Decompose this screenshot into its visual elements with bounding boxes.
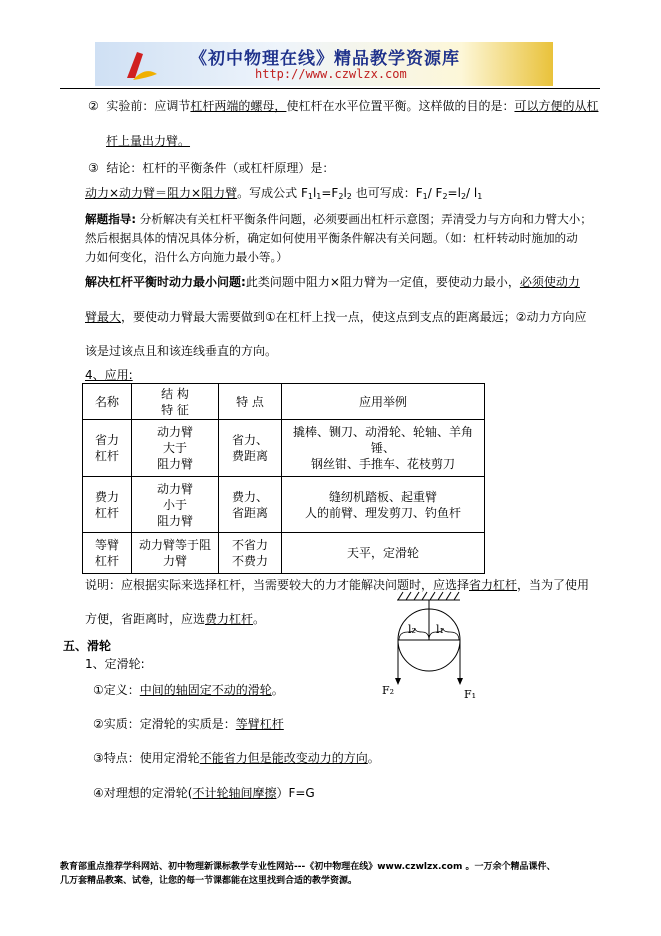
footer-line-2: 几万套精品教案、试卷，让您的每一节课都能在这里找到合适的教学资源。: [60, 876, 358, 886]
pulley-ideal: ④对理想的定滑轮(不计轮轴间摩擦）F=G: [93, 786, 315, 800]
table-header: 名称: [83, 384, 132, 420]
table-cell: 天平，定滑轮: [282, 533, 485, 574]
step-3: ③ 结论：杠杆的平衡条件（或杠杆原理）是：: [88, 161, 335, 175]
table-cell: 省力、 费距离: [219, 420, 282, 477]
table-cell: 等臂 杠杆: [83, 533, 132, 574]
lever-table: [82, 383, 485, 574]
table-header: 特 点: [219, 384, 282, 420]
table-cell: 费力、 省距离: [219, 477, 282, 533]
minforce-line-1: 解决杠杆平衡时动力最小问题:此类问题中阻力×阻力臂为一定值，要使动力最小，必须使动力: [85, 275, 580, 289]
pulley-feature: ③特点：使用定滑轮不能省力但是能改变动力的方向。: [93, 751, 380, 765]
formula: 动力×动力臂＝阻力×阻力臂。写成公式 $F_1l_1=F_2l_2$ 也可写成：$F_1/$ $F_2=l_2/$ $l_1$: [85, 186, 483, 201]
table-header: 应用举例: [282, 384, 485, 420]
header-divider: [60, 88, 600, 89]
logo-icon: [123, 48, 159, 82]
note-line-2: 方便，省距离时，应选费力杠杆。: [85, 612, 266, 626]
label-f1: F₁: [464, 688, 477, 701]
label-f2: F₂: [382, 684, 395, 697]
pulley-definition: ①定义：中间的轴固定不动的滑轮。: [93, 683, 284, 697]
minforce-line-3: 该是过该点且和该连线垂直的方向。: [85, 344, 278, 358]
table-header: 结 构 特 征: [132, 384, 219, 420]
banner-title: 《初中物理在线》精品教学资源库: [190, 49, 460, 69]
pulley-essence: ②实质：定滑轮的实质是：等臂杠杆: [93, 717, 284, 731]
step-2: ② 实验前：应调节杠杆两端的螺母，使杠杆在水平位置平衡。这样做的目的是：可以方便的从杠: [88, 99, 599, 113]
minforce-line-2: 臂最大，要使动力臂最大需要做到①在杠杆上找一点，使这点到支点的距离最远；②动力方向应: [85, 310, 587, 324]
pulley-diagram: [370, 590, 480, 702]
table-cell: 动力臂等于阻 力臂: [132, 533, 219, 574]
step-2-cont: 杆上量出力臂。: [106, 134, 191, 148]
table-header-row: [83, 384, 485, 420]
header-banner: [95, 42, 553, 86]
banner-url: http://www.czwlzx.com: [255, 67, 407, 81]
guide-line-2: 然后根据具体的情况具体分析，确定如何使用平衡条件解决有关问题。（如：杠杆转动时施加的动: [85, 231, 578, 245]
footer-line-1: 教育部重点推荐学科网站、初中物理新课标教学专业性网站---《初中物理在线》www.czwlzx.com 。一万余个精品课件、: [60, 862, 556, 872]
footer: [60, 860, 555, 888]
fixed-pulley-title: 1、定滑轮:: [85, 657, 145, 671]
table-cell: 撬棒、铡刀、动滑轮、轮轴、羊角锤、 钢丝钳、手推车、花枝剪刀: [282, 420, 485, 477]
guide-line-3: 力如何变化，沿什么方向施力最小等。）: [85, 250, 288, 264]
table-cell: 不省力 不费力: [219, 533, 282, 574]
note-line-1: 说明：应根据实际来选择杠杆，当需要较大的力才能解决问题时，应选择省力杠杆，当为了使用: [85, 578, 590, 592]
table-row: [83, 420, 485, 477]
label-l2: l₂: [408, 623, 416, 636]
table-cell: 费力 杠杆: [83, 477, 132, 533]
table-cell: 省力 杠杆: [83, 420, 132, 477]
table-cell: 缝纫机踏板、起重臂 人的前臂、理发剪刀、钓鱼杆: [282, 477, 485, 533]
application-title: 4、应用:: [85, 368, 133, 382]
table-row: [83, 477, 485, 533]
table-row: [83, 533, 485, 574]
label-l1: l₁: [436, 623, 444, 636]
section-5-title: 五、滑轮: [63, 639, 112, 653]
table-cell: 动力臂 大于 阻力臂: [132, 420, 219, 477]
table-cell: 动力臂 小于 阻力臂: [132, 477, 219, 533]
guide-line-1: 解题指导: 分析解决有关杠杆平衡条件问题，必须要画出杠杆示意图；弄清受力与方向和力臂大小；: [85, 212, 592, 226]
